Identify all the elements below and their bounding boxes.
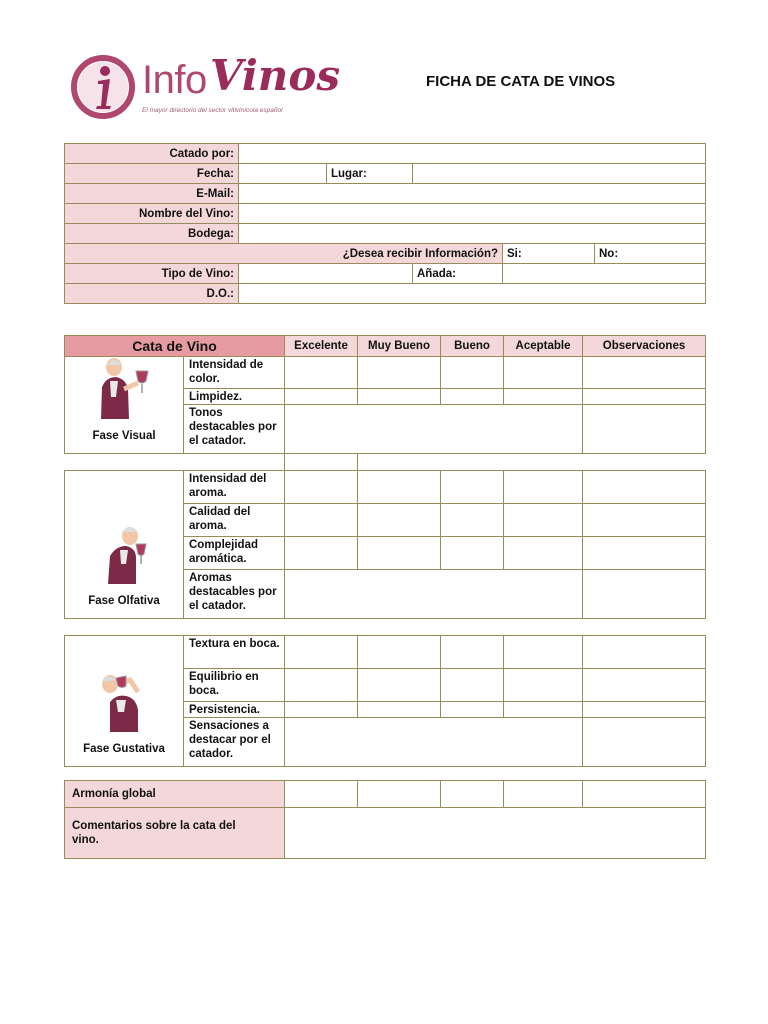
email-field[interactable]: [239, 184, 706, 204]
comentarios-field[interactable]: [285, 808, 706, 859]
final-assessment-table: [64, 780, 706, 859]
visual-criterion-1: Intensidad de color.: [184, 357, 285, 389]
visual-c2-bueno[interactable]: [441, 389, 504, 405]
man-smelling-wine-icon: [96, 522, 152, 586]
lugar-label: Lugar:: [327, 164, 413, 184]
olfactory-criterion-3: Complejidad aromática.: [184, 537, 285, 570]
visual-c1-aceptable[interactable]: [504, 357, 583, 389]
gus-c2-observaciones[interactable]: [583, 669, 706, 702]
visual-c2-muy-bueno[interactable]: [358, 389, 441, 405]
tipo-vino-field[interactable]: [239, 264, 413, 284]
olf-c4-notes[interactable]: [285, 570, 583, 619]
bodega-field[interactable]: [239, 224, 706, 244]
fecha-field[interactable]: [239, 164, 327, 184]
gustatory-criterion-2: Equilibrio en boca.: [184, 669, 285, 702]
spacer: [285, 454, 358, 471]
tipo-vino-label: Tipo de Vino:: [65, 264, 239, 284]
col-bueno: Bueno: [441, 336, 504, 357]
olfactory-criterion-1: Intensidad del aroma.: [184, 471, 285, 504]
no-option[interactable]: No:: [595, 244, 706, 264]
visual-c1-observaciones[interactable]: [583, 357, 706, 389]
olf-c3-aceptable[interactable]: [504, 537, 583, 570]
olf-c1-excelente[interactable]: [285, 471, 358, 504]
catado-por-field[interactable]: [239, 144, 706, 164]
olf-c2-observaciones[interactable]: [583, 504, 706, 537]
email-label: E-Mail:: [65, 184, 239, 204]
gus-c1-observaciones[interactable]: [583, 636, 706, 669]
olf-c2-excelente[interactable]: [285, 504, 358, 537]
col-aceptable: Aceptable: [504, 336, 583, 357]
cata-de-vino-title: Cata de Vino: [65, 336, 285, 357]
gus-c1-excelente[interactable]: [285, 636, 358, 669]
armonia-muy-bueno[interactable]: [358, 781, 441, 808]
visual-phase-table: [64, 335, 706, 471]
logo-vinos-text: Vinos: [210, 51, 340, 100]
gustatory-phase-cell: [65, 636, 184, 767]
gus-c4-observaciones[interactable]: [583, 718, 706, 767]
bodega-label: Bodega:: [65, 224, 239, 244]
visual-c2-excelente[interactable]: [285, 389, 358, 405]
gus-c1-aceptable[interactable]: [504, 636, 583, 669]
i-circle-logo-icon: [70, 54, 136, 120]
gus-c3-bueno[interactable]: [441, 702, 504, 718]
man-holding-wine-glass-icon: [96, 357, 152, 421]
visual-c1-bueno[interactable]: [441, 357, 504, 389]
olf-c3-muy-bueno[interactable]: [358, 537, 441, 570]
olf-c4-observaciones[interactable]: [583, 570, 706, 619]
olf-c1-observaciones[interactable]: [583, 471, 706, 504]
taster-info-table: [64, 143, 706, 304]
do-field[interactable]: [239, 284, 706, 304]
logo-tagline: El mayor directorio del sector vitivinícola español: [142, 107, 283, 114]
spacer: [184, 454, 285, 471]
visual-c1-muy-bueno[interactable]: [358, 357, 441, 389]
lugar-field[interactable]: [413, 164, 706, 184]
olf-c2-bueno[interactable]: [441, 504, 504, 537]
gustatory-criterion-1: Textura en boca.: [184, 636, 285, 669]
comentarios-label: Comentarios sobre la cata del vino.: [65, 808, 285, 859]
anada-field[interactable]: [503, 264, 706, 284]
visual-phase-label: Fase Visual: [92, 430, 156, 442]
infovinos-logo: [70, 51, 340, 124]
gustatory-phase-label: Fase Gustativa: [83, 743, 165, 755]
olf-c1-muy-bueno[interactable]: [358, 471, 441, 504]
gus-c3-observaciones[interactable]: [583, 702, 706, 718]
olfactory-phase-cell: [65, 471, 184, 619]
gus-c1-muy-bueno[interactable]: [358, 636, 441, 669]
gus-c2-aceptable[interactable]: [504, 669, 583, 702]
olf-c3-observaciones[interactable]: [583, 537, 706, 570]
gus-c2-bueno[interactable]: [441, 669, 504, 702]
olf-c1-aceptable[interactable]: [504, 471, 583, 504]
gus-c2-muy-bueno[interactable]: [358, 669, 441, 702]
logo-info-text: Info: [142, 58, 207, 102]
fecha-label: Fecha:: [65, 164, 239, 184]
si-option[interactable]: Si:: [503, 244, 595, 264]
armonia-excelente[interactable]: [285, 781, 358, 808]
visual-c3-notes[interactable]: [285, 405, 583, 454]
visual-c2-observaciones[interactable]: [583, 389, 706, 405]
visual-criterion-3: Tonos destacables por el catador.: [184, 405, 285, 454]
armonia-observaciones[interactable]: [583, 781, 706, 808]
olf-c3-bueno[interactable]: [441, 537, 504, 570]
visual-c1-excelente[interactable]: [285, 357, 358, 389]
do-label: D.O.:: [65, 284, 239, 304]
gus-c3-muy-bueno[interactable]: [358, 702, 441, 718]
visual-criterion-2: Limpidez.: [184, 389, 285, 405]
nombre-vino-field[interactable]: [239, 204, 706, 224]
olfactory-criterion-4: Aromas destacables por el catador.: [184, 570, 285, 619]
olf-c2-muy-bueno[interactable]: [358, 504, 441, 537]
catado-por-label: Catado por:: [65, 144, 239, 164]
visual-c3-observaciones[interactable]: [583, 405, 706, 454]
gustatory-criterion-4: Sensaciones a destacar por el catador.: [184, 718, 285, 767]
olf-c2-aceptable[interactable]: [504, 504, 583, 537]
spacer: [65, 454, 184, 471]
armonia-aceptable[interactable]: [504, 781, 583, 808]
olfactory-phase-table: [64, 470, 706, 619]
gus-c1-bueno[interactable]: [441, 636, 504, 669]
anada-label: Añada:: [413, 264, 503, 284]
armonia-global-label: Armonía global: [65, 781, 285, 808]
document-title: FICHA DE CATA DE VINOS: [426, 73, 616, 90]
visual-phase-cell: [65, 357, 184, 454]
gus-c3-aceptable[interactable]: [504, 702, 583, 718]
nombre-vino-label: Nombre del Vino:: [65, 204, 239, 224]
olf-c3-excelente[interactable]: [285, 537, 358, 570]
visual-c2-aceptable[interactable]: [504, 389, 583, 405]
armonia-bueno[interactable]: [441, 781, 504, 808]
gus-c3-excelente[interactable]: [285, 702, 358, 718]
desea-info-label: ¿Desea recibir Información?: [65, 244, 503, 264]
col-observaciones: Observaciones: [583, 336, 706, 357]
col-excelente: Excelente: [285, 336, 358, 357]
spacer: [358, 454, 706, 471]
man-drinking-wine-icon: [94, 670, 154, 734]
olfactory-criterion-2: Calidad del aroma.: [184, 504, 285, 537]
col-muy-bueno: Muy Bueno: [358, 336, 441, 357]
olfactory-phase-label: Fase Olfativa: [88, 595, 160, 607]
gustatory-phase-table: [64, 635, 706, 767]
gus-c4-notes[interactable]: [285, 718, 583, 767]
gus-c2-excelente[interactable]: [285, 669, 358, 702]
gustatory-criterion-3: Persistencia.: [184, 702, 285, 718]
olf-c1-bueno[interactable]: [441, 471, 504, 504]
